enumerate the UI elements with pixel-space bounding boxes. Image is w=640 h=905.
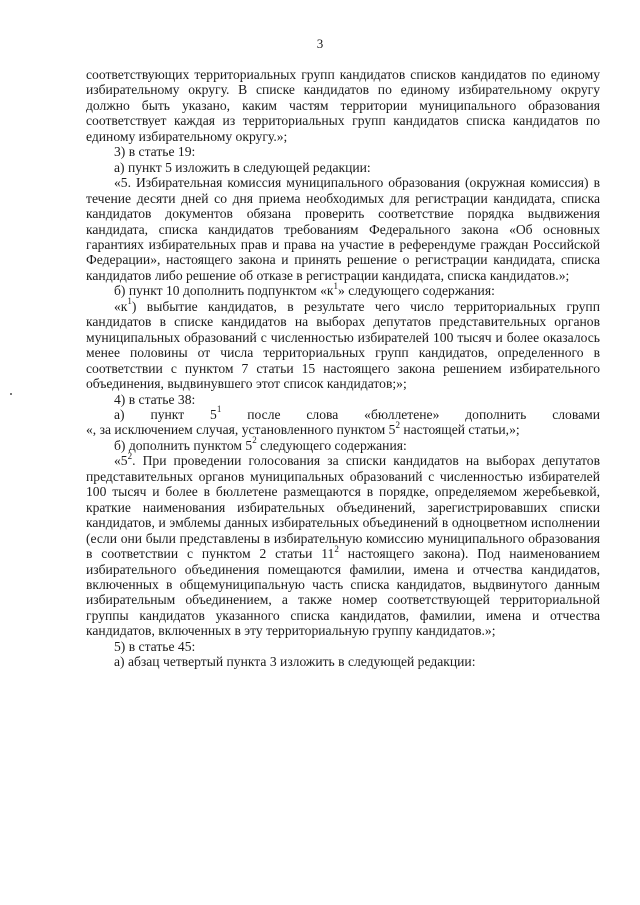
paragraph-text: соответствующих территориальных групп кандидатов списков кандидатов по единому избирательному округу. В списке кандидатов по единому избирательному округу должно быть указано, каким частям территории муниципального образования соответствует каждая из территориальных групп кандидатов списка кандидатов по единому избирательному округу.»; [86,67,600,144]
paragraph [86,392,600,407]
paragraph-text: следующего содержания: [256,437,407,453]
superscript: 1 [216,404,222,415]
paragraph-text: . При проведении голосования за списки кандидатов на выборах депутатов представительных органов муниципальных образований с численностью избирателей 100 тысяч и более в бюллетене размещаются в порядке, определяемом жеребьевкой, краткие наименования избирательных объединений, зарегистрировавших списки кандидатов, и эмблемы данных избирательных объединений в одноцветном исполнении (если они были представлены в избирательную комиссию муниципального образования в соответствии с пунктом 2 статьи 11 [86,453,600,562]
paragraph-text: 3) в статье 19: [114,144,196,160]
paragraph-text: «к [114,298,128,314]
paragraph-text: «5 [114,453,128,469]
paragraph-text: настоящего закона). Под наименованием избирательного объединения помещаются фамилии, имена и отчества кандидатов, включенных в общемуниципальную часть списка кандидатов, выдвинутого данным избирательным объединением, а также номер соответствующей территориальной группы кандидатов указанного списка кандидатов, фамилии, имена и отчества кандидатов, включенных в эту территориальную группу кандидатов.»; [86,546,600,639]
paragraph-text: ) выбытие кандидатов, в результате чего число территориальных групп кандидатов в списке кандидатов на выборах депутатов представительных органов муниципальных образований с численностью избирателей 100 тысяч и более оказалось менее половины от числа территориальных групп кандидатов, определенного в соответствии с пунктом 7 статьи 15 настоящего закона решением избирательного объединения, выдвинувшего этот список кандидатов;»; [86,298,600,392]
page-number: 3 [316,36,324,51]
paragraph [86,450,600,639]
superscript: 2 [252,435,257,446]
paragraph [86,296,600,392]
paragraph-text: а) пункт 5 [114,406,217,422]
paragraph [86,160,600,175]
paragraph-text: б) дополнить пунктом 5 [114,437,253,453]
superscript: 2 [127,450,133,461]
paragraph [86,404,600,422]
paragraph [86,144,600,159]
superscript: 2 [334,543,339,554]
paragraph-text: 4) в статье 38: [114,391,196,407]
paragraph-text: после слова «бюллетене» дополнить словами [221,406,600,422]
superscript: 2 [395,419,400,430]
superscript: 1 [333,280,338,291]
paragraph-text: » следующего содержания: [338,283,495,299]
paragraph-text: б) пункт 10 дополнить подпунктом «к [114,283,334,299]
paragraph [86,280,600,299]
paragraph-text: «, за исключением случая, установленного пунктом 5 [86,422,396,438]
scan-speck [10,393,12,395]
paragraph [86,419,600,438]
paragraph-text: настоящей статьи,»; [399,422,520,438]
paragraph [86,639,600,654]
paragraph-text: «5. Избирательная комиссия муниципального образования (окружная комиссия) в течение десяти дней со дня приема необходимых для регистрации кандидата, списка кандидатов документов обязана проверить соответствие порядка выдвижения кандидата, списка кандидатов требованиям Федерального закона «Об основных гарантиях избирательных прав и права на участие в референдуме граждан Российской Федерации», настоящего закона и принять решение о регистрации кандидата, списка кандидатов либо решение об отказе в регистрации кандидата, списка кандидатов.»; [86,175,600,283]
paragraph-text: а) абзац четвертый пункта 3 изложить в следующей редакции: [114,654,476,670]
paragraph [86,654,600,669]
paragraph-text: а) пункт 5 изложить в следующей редакции: [114,159,371,175]
document-body [86,67,600,670]
paragraph [86,67,600,144]
paragraph [86,175,600,283]
paragraph [86,435,600,453]
superscript: 1 [127,296,132,307]
paragraph-text: 5) в статье 45: [114,638,196,654]
